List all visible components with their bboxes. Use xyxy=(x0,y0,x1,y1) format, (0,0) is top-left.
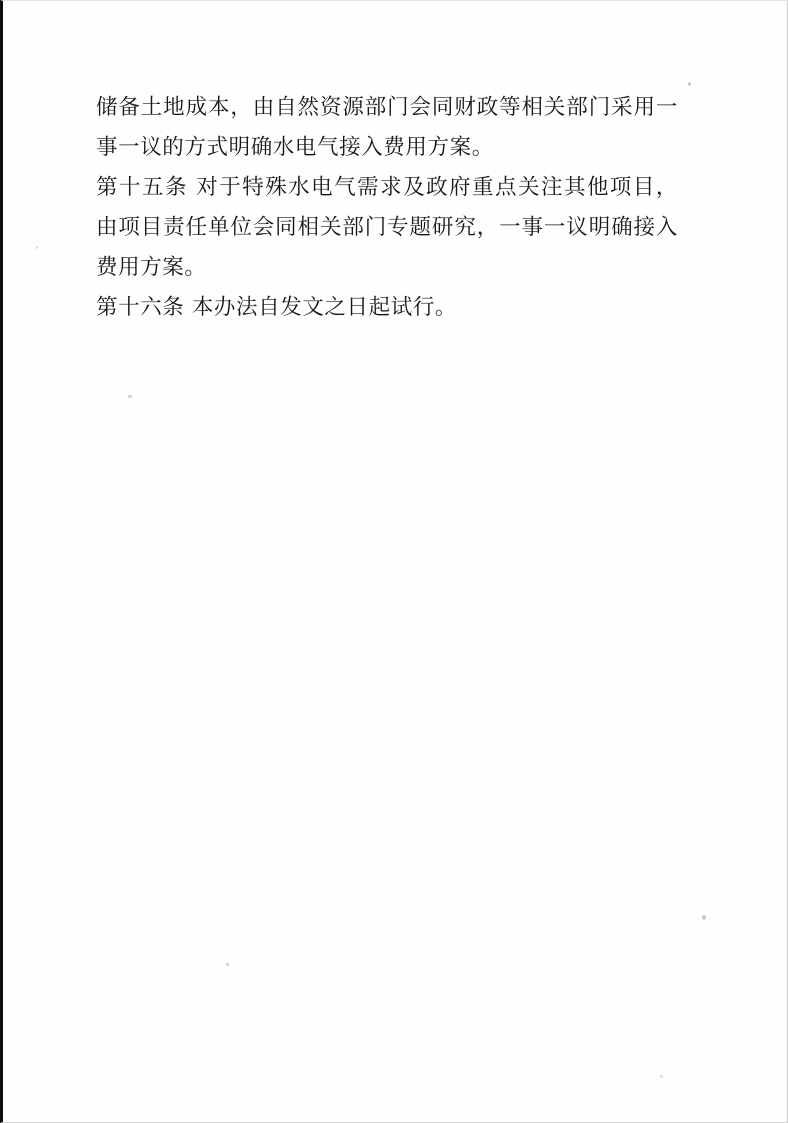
scan-artifact-speck xyxy=(660,1075,663,1078)
paragraph-continuation: 储备土地成本，由自然资源部门会同财政等相关部门采用一事一议的方式明确水电气接入费用方案。 xyxy=(96,95,678,160)
scan-artifact-speck xyxy=(36,246,38,249)
scan-artifact-speck xyxy=(226,963,229,966)
paragraph-article-16: 第十六条 本办法自发文之日起试行。 xyxy=(96,295,458,320)
document-text-body xyxy=(96,88,678,328)
paragraph-article-15: 第十五条 对于特殊水电气需求及政府重点关注其他项目，由项目责任单位会同相关部门专题研究，一事一议明确接入费用方案。 xyxy=(96,175,678,280)
scan-artifact-speck xyxy=(688,82,691,86)
scan-artifact-speck xyxy=(702,915,706,920)
scan-artifact-speck xyxy=(128,395,132,398)
